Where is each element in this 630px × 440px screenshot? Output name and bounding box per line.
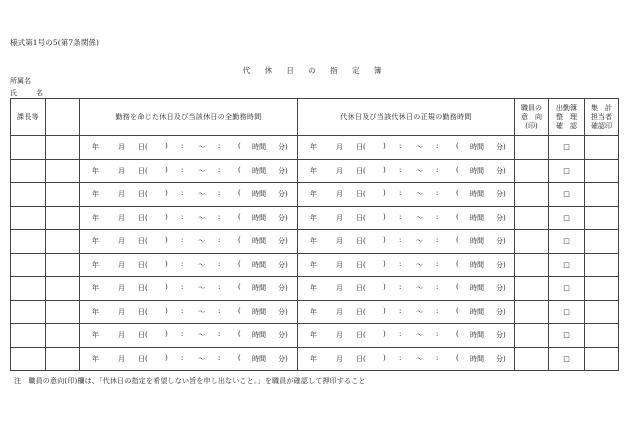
substitute-holiday-month: 月 bbox=[336, 190, 343, 199]
substitute-holiday-hours: 時間 bbox=[470, 284, 484, 293]
tally-seal-cell[interactable] bbox=[585, 183, 619, 207]
ordered-holiday-colon1: : bbox=[181, 330, 184, 339]
ordered-holiday-weekday-close: ) bbox=[165, 165, 168, 174]
substitute-holiday-weekday-close: ) bbox=[383, 283, 386, 292]
substitute-holiday-minutes: 分) bbox=[496, 237, 506, 246]
ordered-holiday-paren-open: ( bbox=[238, 189, 241, 198]
ordered-holiday-colon1: : bbox=[181, 283, 184, 292]
substitute-holiday-hours: 時間 bbox=[470, 166, 484, 175]
tally-seal-cell[interactable] bbox=[585, 230, 619, 254]
ordered-holiday-minutes: 分) bbox=[278, 143, 288, 152]
ordered-holiday-year: 年 bbox=[92, 190, 99, 199]
ordered-holiday-time-cell[interactable] bbox=[80, 206, 298, 230]
ordered-holiday-hours: 時間 bbox=[252, 307, 266, 316]
table-row bbox=[11, 206, 619, 230]
substitute-holiday-colon2: : bbox=[436, 236, 439, 245]
substitute-holiday-colon1: : bbox=[399, 212, 402, 221]
substitute-holiday-weekday-close: ) bbox=[383, 142, 386, 151]
table-row bbox=[11, 277, 619, 301]
ordered-holiday-tilde: ～ bbox=[198, 354, 205, 363]
substitute-holiday-year: 年 bbox=[310, 284, 317, 293]
substitute-holiday-paren-open: ( bbox=[456, 165, 459, 174]
substitute-holiday-month: 月 bbox=[336, 354, 343, 363]
substitute-holiday-colon1: : bbox=[399, 353, 402, 362]
tally-seal-cell[interactable] bbox=[585, 277, 619, 301]
ordered-holiday-month: 月 bbox=[118, 260, 125, 269]
substitute-holiday-colon1: : bbox=[399, 306, 402, 315]
ordered-holiday-weekday-close: ) bbox=[165, 212, 168, 221]
ordered-holiday-time-cell[interactable] bbox=[80, 300, 298, 324]
substitute-holiday-month: 月 bbox=[336, 284, 343, 293]
substitute-holiday-tilde: ～ bbox=[416, 166, 423, 175]
substitute-holiday-year: 年 bbox=[310, 166, 317, 175]
blank-cell[interactable] bbox=[46, 230, 80, 254]
ordered-holiday-colon2: : bbox=[218, 142, 221, 151]
substitute-holiday-day: 日( bbox=[356, 354, 366, 363]
substitute-holiday-colon2: : bbox=[436, 306, 439, 315]
ordered-holiday-year: 年 bbox=[92, 237, 99, 246]
substitute-holiday-ledger bbox=[10, 98, 619, 371]
ordered-holiday-paren-open: ( bbox=[238, 212, 241, 221]
table-row bbox=[11, 230, 619, 254]
section-chief-cell[interactable] bbox=[11, 324, 46, 348]
substitute-holiday-hours: 時間 bbox=[470, 260, 484, 269]
attendance-checkbox[interactable]: □ bbox=[549, 159, 585, 183]
ordered-holiday-minutes: 分) bbox=[278, 190, 288, 199]
ordered-holiday-paren-open: ( bbox=[238, 306, 241, 315]
ordered-holiday-month: 月 bbox=[118, 190, 125, 199]
attendance-checkbox[interactable]: □ bbox=[549, 347, 585, 371]
ordered-holiday-time-cell[interactable] bbox=[80, 183, 298, 207]
ordered-holiday-year: 年 bbox=[92, 166, 99, 175]
ordered-holiday-colon2: : bbox=[218, 353, 221, 362]
ordered-holiday-time-cell[interactable] bbox=[80, 277, 298, 301]
ordered-holiday-day: 日( bbox=[138, 354, 148, 363]
attendance-checkbox[interactable]: □ bbox=[549, 136, 585, 160]
tally-seal-cell[interactable] bbox=[585, 300, 619, 324]
ordered-holiday-hours: 時間 bbox=[252, 331, 266, 340]
ordered-holiday-colon1: : bbox=[181, 212, 184, 221]
affiliation-label: 所属名 bbox=[10, 77, 31, 85]
header-tally-seal: 集 計 担当者 確認印 bbox=[585, 99, 619, 136]
substitute-holiday-time-cell[interactable] bbox=[298, 136, 515, 160]
table-row bbox=[11, 159, 619, 183]
substitute-holiday-tilde: ～ bbox=[416, 237, 423, 246]
substitute-holiday-paren-open: ( bbox=[456, 259, 459, 268]
staff-intent-cell[interactable] bbox=[515, 136, 549, 160]
substitute-holiday-weekday-close: ) bbox=[383, 212, 386, 221]
attendance-checkbox[interactable]: □ bbox=[549, 253, 585, 277]
ordered-holiday-minutes: 分) bbox=[278, 213, 288, 222]
ordered-holiday-minutes: 分) bbox=[278, 260, 288, 269]
substitute-holiday-weekday-close: ) bbox=[383, 353, 386, 362]
substitute-holiday-colon2: : bbox=[436, 189, 439, 198]
section-chief-cell[interactable] bbox=[11, 347, 46, 371]
substitute-holiday-minutes: 分) bbox=[496, 331, 506, 340]
substitute-holiday-month: 月 bbox=[336, 331, 343, 340]
ordered-holiday-hours: 時間 bbox=[252, 354, 266, 363]
substitute-holiday-year: 年 bbox=[310, 190, 317, 199]
ordered-holiday-year: 年 bbox=[92, 284, 99, 293]
ordered-holiday-time-cell[interactable] bbox=[80, 136, 298, 160]
ordered-holiday-month: 月 bbox=[118, 237, 125, 246]
attendance-checkbox[interactable]: □ bbox=[549, 206, 585, 230]
ordered-holiday-tilde: ～ bbox=[198, 190, 205, 199]
section-chief-cell[interactable] bbox=[11, 159, 46, 183]
substitute-holiday-minutes: 分) bbox=[496, 284, 506, 293]
staff-intent-cell[interactable] bbox=[515, 206, 549, 230]
substitute-holiday-paren-open: ( bbox=[456, 212, 459, 221]
substitute-holiday-weekday-close: ) bbox=[383, 236, 386, 245]
ordered-holiday-time-cell[interactable] bbox=[80, 347, 298, 371]
ordered-holiday-colon2: : bbox=[218, 165, 221, 174]
substitute-holiday-day: 日( bbox=[356, 307, 366, 316]
ordered-holiday-year: 年 bbox=[92, 307, 99, 316]
staff-intent-cell[interactable] bbox=[515, 183, 549, 207]
blank-cell[interactable] bbox=[46, 347, 80, 371]
table-row bbox=[11, 324, 619, 348]
substitute-holiday-weekday-close: ) bbox=[383, 189, 386, 198]
substitute-holiday-weekday-close: ) bbox=[383, 165, 386, 174]
substitute-holiday-month: 月 bbox=[336, 166, 343, 175]
table-row bbox=[11, 136, 619, 160]
tally-seal-cell[interactable] bbox=[585, 253, 619, 277]
substitute-holiday-month: 月 bbox=[336, 237, 343, 246]
section-chief-cell[interactable] bbox=[11, 206, 46, 230]
ordered-holiday-tilde: ～ bbox=[198, 166, 205, 175]
substitute-holiday-paren-open: ( bbox=[456, 283, 459, 292]
substitute-holiday-month: 月 bbox=[336, 307, 343, 316]
ordered-holiday-hours: 時間 bbox=[252, 143, 266, 152]
substitute-holiday-weekday-close: ) bbox=[383, 306, 386, 315]
tally-seal-cell[interactable] bbox=[585, 136, 619, 160]
ordered-holiday-month: 月 bbox=[118, 307, 125, 316]
header-substitute-holiday: 代休日及び当該代休日の正規の勤務時間 bbox=[298, 99, 515, 136]
ordered-holiday-day: 日( bbox=[138, 307, 148, 316]
substitute-holiday-hours: 時間 bbox=[470, 190, 484, 199]
substitute-holiday-day: 日( bbox=[356, 284, 366, 293]
tally-seal-cell[interactable] bbox=[585, 206, 619, 230]
substitute-holiday-colon1: : bbox=[399, 330, 402, 339]
ordered-holiday-minutes: 分) bbox=[278, 284, 288, 293]
substitute-holiday-time-cell[interactable] bbox=[298, 230, 515, 254]
substitute-holiday-day: 日( bbox=[356, 166, 366, 175]
table-row bbox=[11, 253, 619, 277]
header-row bbox=[11, 99, 619, 136]
ordered-holiday-hours: 時間 bbox=[252, 237, 266, 246]
substitute-holiday-day: 日( bbox=[356, 213, 366, 222]
substitute-holiday-year: 年 bbox=[310, 260, 317, 269]
ordered-holiday-weekday-close: ) bbox=[165, 283, 168, 292]
ordered-holiday-tilde: ～ bbox=[198, 307, 205, 316]
ordered-holiday-month: 月 bbox=[118, 284, 125, 293]
substitute-holiday-day: 日( bbox=[356, 331, 366, 340]
header-ordered-holiday: 勤務を命じた休日及び当該休日の全勤務時間 bbox=[80, 99, 298, 136]
ordered-holiday-year: 年 bbox=[92, 354, 99, 363]
substitute-holiday-colon2: : bbox=[436, 142, 439, 151]
ordered-holiday-day: 日( bbox=[138, 237, 148, 246]
substitute-holiday-paren-open: ( bbox=[456, 353, 459, 362]
substitute-holiday-year: 年 bbox=[310, 354, 317, 363]
substitute-holiday-hours: 時間 bbox=[470, 354, 484, 363]
substitute-holiday-paren-open: ( bbox=[456, 330, 459, 339]
header-blank bbox=[46, 99, 80, 136]
ordered-holiday-hours: 時間 bbox=[252, 284, 266, 293]
substitute-holiday-day: 日( bbox=[356, 237, 366, 246]
ordered-holiday-colon1: : bbox=[181, 165, 184, 174]
staff-intent-cell[interactable] bbox=[515, 159, 549, 183]
ordered-holiday-year: 年 bbox=[92, 260, 99, 269]
ordered-holiday-time-cell[interactable] bbox=[80, 230, 298, 254]
substitute-holiday-year: 年 bbox=[310, 213, 317, 222]
tally-seal-cell[interactable] bbox=[585, 347, 619, 371]
substitute-holiday-month: 月 bbox=[336, 143, 343, 152]
ordered-holiday-paren-open: ( bbox=[238, 165, 241, 174]
substitute-holiday-hours: 時間 bbox=[470, 331, 484, 340]
attendance-checkbox[interactable]: □ bbox=[549, 230, 585, 254]
ordered-holiday-tilde: ～ bbox=[198, 260, 205, 269]
ordered-holiday-colon1: : bbox=[181, 306, 184, 315]
substitute-holiday-paren-open: ( bbox=[456, 189, 459, 198]
substitute-holiday-paren-open: ( bbox=[456, 306, 459, 315]
ordered-holiday-year: 年 bbox=[92, 213, 99, 222]
attendance-checkbox[interactable]: □ bbox=[549, 300, 585, 324]
staff-intent-cell[interactable] bbox=[515, 347, 549, 371]
ordered-holiday-tilde: ～ bbox=[198, 143, 205, 152]
ordered-holiday-time-cell[interactable] bbox=[80, 159, 298, 183]
section-chief-cell[interactable] bbox=[11, 253, 46, 277]
substitute-holiday-year: 年 bbox=[310, 143, 317, 152]
ordered-holiday-colon2: : bbox=[218, 283, 221, 292]
ordered-holiday-colon2: : bbox=[218, 306, 221, 315]
substitute-holiday-tilde: ～ bbox=[416, 143, 423, 152]
header-section-chief: 課長等 bbox=[11, 99, 46, 136]
ordered-holiday-month: 月 bbox=[118, 213, 125, 222]
ordered-holiday-colon2: : bbox=[218, 259, 221, 268]
blank-cell[interactable] bbox=[46, 253, 80, 277]
substitute-holiday-weekday-close: ) bbox=[383, 330, 386, 339]
substitute-holiday-time-cell[interactable] bbox=[298, 159, 515, 183]
ordered-holiday-weekday-close: ) bbox=[165, 142, 168, 151]
substitute-holiday-hours: 時間 bbox=[470, 213, 484, 222]
substitute-holiday-colon2: : bbox=[436, 165, 439, 174]
attendance-checkbox[interactable]: □ bbox=[549, 277, 585, 301]
substitute-holiday-time-cell[interactable] bbox=[298, 300, 515, 324]
ordered-holiday-day: 日( bbox=[138, 331, 148, 340]
ordered-holiday-year: 年 bbox=[92, 143, 99, 152]
substitute-holiday-year: 年 bbox=[310, 331, 317, 340]
ordered-holiday-paren-open: ( bbox=[238, 330, 241, 339]
substitute-holiday-tilde: ～ bbox=[416, 284, 423, 293]
ordered-holiday-day: 日( bbox=[138, 213, 148, 222]
substitute-holiday-hours: 時間 bbox=[470, 237, 484, 246]
blank-cell[interactable] bbox=[46, 183, 80, 207]
section-chief-cell[interactable] bbox=[11, 136, 46, 160]
substitute-holiday-minutes: 分) bbox=[496, 260, 506, 269]
form-number: 様式第1号の5(第7条関係) bbox=[10, 38, 100, 47]
ordered-holiday-weekday-close: ) bbox=[165, 353, 168, 362]
substitute-holiday-paren-open: ( bbox=[456, 236, 459, 245]
ordered-holiday-minutes: 分) bbox=[278, 166, 288, 175]
ordered-holiday-hours: 時間 bbox=[252, 213, 266, 222]
staff-intent-cell[interactable] bbox=[515, 324, 549, 348]
ordered-holiday-paren-open: ( bbox=[238, 259, 241, 268]
substitute-holiday-time-cell[interactable] bbox=[298, 206, 515, 230]
footnote: 注 職員の意向(印)欄は、「代休日の指定を希望しない旨を申し出ないこと。」を職員が確認して押印すること bbox=[14, 377, 366, 385]
ordered-holiday-paren-open: ( bbox=[238, 142, 241, 151]
table-row bbox=[11, 347, 619, 371]
ordered-holiday-day: 日( bbox=[138, 143, 148, 152]
ordered-holiday-hours: 時間 bbox=[252, 190, 266, 199]
ordered-holiday-day: 日( bbox=[138, 166, 148, 175]
substitute-holiday-minutes: 分) bbox=[496, 354, 506, 363]
ordered-holiday-colon2: : bbox=[218, 236, 221, 245]
ordered-holiday-colon1: : bbox=[181, 142, 184, 151]
ordered-holiday-colon2: : bbox=[218, 330, 221, 339]
substitute-holiday-colon2: : bbox=[436, 330, 439, 339]
substitute-holiday-paren-open: ( bbox=[456, 142, 459, 151]
ledger-body bbox=[11, 136, 619, 371]
table-row bbox=[11, 183, 619, 207]
substitute-holiday-weekday-close: ) bbox=[383, 259, 386, 268]
substitute-holiday-time-cell[interactable] bbox=[298, 324, 515, 348]
ordered-holiday-day: 日( bbox=[138, 260, 148, 269]
substitute-holiday-time-cell[interactable] bbox=[298, 277, 515, 301]
ordered-holiday-minutes: 分) bbox=[278, 354, 288, 363]
tally-seal-cell[interactable] bbox=[585, 324, 619, 348]
substitute-holiday-minutes: 分) bbox=[496, 213, 506, 222]
substitute-holiday-colon1: : bbox=[399, 142, 402, 151]
ordered-holiday-colon1: : bbox=[181, 353, 184, 362]
substitute-holiday-time-cell[interactable] bbox=[298, 183, 515, 207]
attendance-checkbox[interactable]: □ bbox=[549, 324, 585, 348]
substitute-holiday-year: 年 bbox=[310, 237, 317, 246]
ordered-holiday-paren-open: ( bbox=[238, 283, 241, 292]
substitute-holiday-minutes: 分) bbox=[496, 307, 506, 316]
ordered-holiday-day: 日( bbox=[138, 284, 148, 293]
blank-cell[interactable] bbox=[46, 206, 80, 230]
substitute-holiday-hours: 時間 bbox=[470, 143, 484, 152]
substitute-holiday-tilde: ～ bbox=[416, 260, 423, 269]
substitute-holiday-colon1: : bbox=[399, 189, 402, 198]
substitute-holiday-time-cell[interactable] bbox=[298, 253, 515, 277]
ordered-holiday-minutes: 分) bbox=[278, 237, 288, 246]
staff-intent-cell[interactable] bbox=[515, 230, 549, 254]
substitute-holiday-day: 日( bbox=[356, 143, 366, 152]
ordered-holiday-minutes: 分) bbox=[278, 331, 288, 340]
substitute-holiday-tilde: ～ bbox=[416, 190, 423, 199]
substitute-holiday-time-cell[interactable] bbox=[298, 347, 515, 371]
blank-cell[interactable] bbox=[46, 136, 80, 160]
ordered-holiday-weekday-close: ) bbox=[165, 330, 168, 339]
ordered-holiday-paren-open: ( bbox=[238, 236, 241, 245]
substitute-holiday-colon2: : bbox=[436, 353, 439, 362]
staff-intent-cell[interactable] bbox=[515, 253, 549, 277]
staff-intent-cell[interactable] bbox=[515, 300, 549, 324]
substitute-holiday-tilde: ～ bbox=[416, 354, 423, 363]
ordered-holiday-weekday-close: ) bbox=[165, 259, 168, 268]
substitute-holiday-day: 日( bbox=[356, 260, 366, 269]
section-chief-cell[interactable] bbox=[11, 300, 46, 324]
name-label: 氏 名 bbox=[10, 89, 49, 97]
substitute-holiday-colon2: : bbox=[436, 283, 439, 292]
table-row bbox=[11, 300, 619, 324]
ordered-holiday-weekday-close: ) bbox=[165, 306, 168, 315]
substitute-holiday-colon1: : bbox=[399, 236, 402, 245]
substitute-holiday-tilde: ～ bbox=[416, 307, 423, 316]
ordered-holiday-paren-open: ( bbox=[238, 353, 241, 362]
ordered-holiday-month: 月 bbox=[118, 143, 125, 152]
tally-seal-cell[interactable] bbox=[585, 159, 619, 183]
ordered-holiday-tilde: ～ bbox=[198, 237, 205, 246]
substitute-holiday-tilde: ～ bbox=[416, 331, 423, 340]
blank-cell[interactable] bbox=[46, 324, 80, 348]
substitute-holiday-colon2: : bbox=[436, 212, 439, 221]
section-chief-cell[interactable] bbox=[11, 277, 46, 301]
section-chief-cell[interactable] bbox=[11, 230, 46, 254]
document-title: 代 休 日 の 指 定 簿 bbox=[242, 66, 388, 75]
ordered-holiday-weekday-close: ) bbox=[165, 236, 168, 245]
ordered-holiday-colon2: : bbox=[218, 189, 221, 198]
section-chief-cell[interactable] bbox=[11, 183, 46, 207]
ordered-holiday-weekday-close: ) bbox=[165, 189, 168, 198]
substitute-holiday-colon2: : bbox=[436, 259, 439, 268]
substitute-holiday-minutes: 分) bbox=[496, 190, 506, 199]
blank-cell[interactable] bbox=[46, 159, 80, 183]
ordered-holiday-time-cell[interactable] bbox=[80, 324, 298, 348]
ordered-holiday-hours: 時間 bbox=[252, 260, 266, 269]
substitute-holiday-colon1: : bbox=[399, 259, 402, 268]
substitute-holiday-day: 日( bbox=[356, 190, 366, 199]
substitute-holiday-colon1: : bbox=[399, 283, 402, 292]
ordered-holiday-minutes: 分) bbox=[278, 307, 288, 316]
substitute-holiday-minutes: 分) bbox=[496, 166, 506, 175]
ordered-holiday-hours: 時間 bbox=[252, 166, 266, 175]
substitute-holiday-month: 月 bbox=[336, 260, 343, 269]
ordered-holiday-month: 月 bbox=[118, 354, 125, 363]
substitute-holiday-hours: 時間 bbox=[470, 307, 484, 316]
header-staff-intent: 職員の 意 向 (印) bbox=[515, 99, 549, 136]
substitute-holiday-minutes: 分) bbox=[496, 143, 506, 152]
substitute-holiday-tilde: ～ bbox=[416, 213, 423, 222]
attendance-checkbox[interactable]: □ bbox=[549, 183, 585, 207]
ordered-holiday-month: 月 bbox=[118, 166, 125, 175]
ordered-holiday-colon1: : bbox=[181, 236, 184, 245]
ordered-holiday-colon1: : bbox=[181, 189, 184, 198]
ordered-holiday-tilde: ～ bbox=[198, 284, 205, 293]
blank-cell[interactable] bbox=[46, 277, 80, 301]
ordered-holiday-time-cell[interactable] bbox=[80, 253, 298, 277]
ordered-holiday-tilde: ～ bbox=[198, 331, 205, 340]
ordered-holiday-day: 日( bbox=[138, 190, 148, 199]
blank-cell[interactable] bbox=[46, 300, 80, 324]
ordered-holiday-tilde: ～ bbox=[198, 213, 205, 222]
ordered-holiday-colon1: : bbox=[181, 259, 184, 268]
staff-intent-cell[interactable] bbox=[515, 277, 549, 301]
substitute-holiday-colon1: : bbox=[399, 165, 402, 174]
header-attendance-check: 出勤簿 整 理 確 認 bbox=[549, 99, 585, 136]
ordered-holiday-month: 月 bbox=[118, 331, 125, 340]
substitute-holiday-year: 年 bbox=[310, 307, 317, 316]
ordered-holiday-colon2: : bbox=[218, 212, 221, 221]
substitute-holiday-month: 月 bbox=[336, 213, 343, 222]
ordered-holiday-year: 年 bbox=[92, 331, 99, 340]
